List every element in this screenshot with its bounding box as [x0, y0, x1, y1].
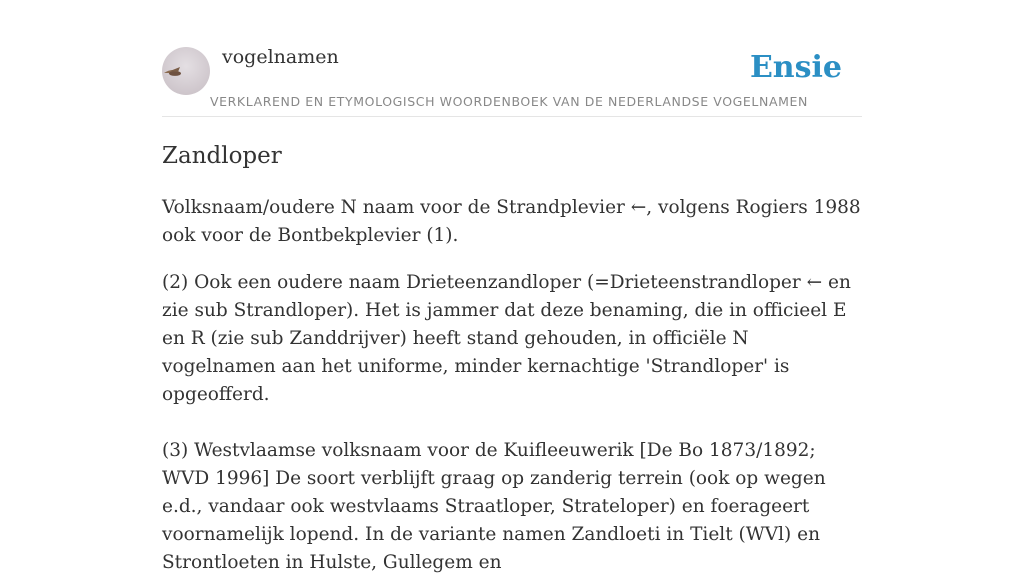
site-header — [162, 0, 862, 117]
bird-photo-avatar-icon — [162, 47, 210, 95]
avatar[interactable] — [162, 47, 210, 95]
page-container — [162, 0, 862, 577]
site-subtitle: VERKLAREND EN ETYMOLOGISCH WOORDENBOEK VAN DE NEDERLANDSE VOGELNAMEN — [210, 94, 808, 109]
entry-paragraph-1: Volksnaam/oudere N naam voor de Strandplevier ←, volgens Rogiers 1988 ook voor de Bontbekplevier (1). — [162, 197, 861, 246]
site-name[interactable]: vogelnamen — [222, 46, 339, 68]
entry-paragraph-2: (2) Ook een oudere naam Drieteenzandloper (=Drieteenstrandloper ← en zie sub Strandloper). Het is jammer dat deze benaming, die in officieel E en R (zie sub Zanddrijver) heeft stand gehouden, in officiële N vogelnamen aan het uniforme, minder kernachtige 'Strandloper' is opgeofferd. — [162, 272, 851, 405]
entry-title: Zandloper — [162, 143, 282, 169]
entry-paragraph-3: (3) Westvlaamse volksnaam voor de Kuifleeuwerik [De Bo 1873/1892; WVD 1996] De soort verblijft graag op zanderig terrein (ook op wegen e.d., vandaar ook westvlaams Straatloper, Strateloper) en foerageert voornamelijk lopend. In de variante namen Zandloeti in Tielt (WVl) en Strontloeten in Hulste, Gullegem en — [162, 440, 826, 573]
ensie-logo-link[interactable]: Ensie — [749, 50, 842, 85]
